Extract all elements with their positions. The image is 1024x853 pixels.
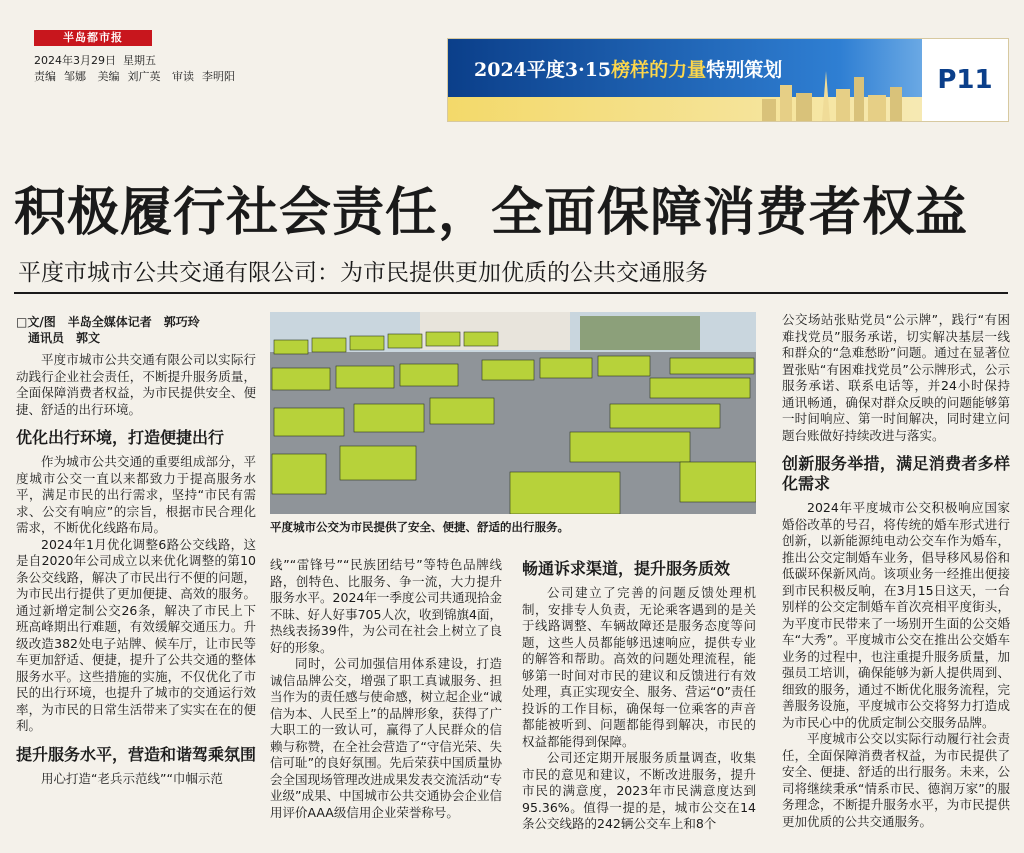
editor-credits: [34, 68, 243, 84]
body-paragraph: 同时，公司加强信用体系建设，打造诚信品牌公交，增强了职工真诚服务、担当作为的责任感与使命感，树立起企业“诚信为本、人民至上”的品牌形象，获得了广大职工的一致认可，赢得了人民群众的信赖与称赞，在全社会营造了“守信光荣、失信可耻”的良好氛围。先后荣获中国质量协会全国现场管理改进成果发表交流活动“专业级”成果、中国城市公共交通协会企业信用评价AAA级信用企业荣誉称号。: [270, 656, 502, 820]
byline-reporter: □文/图 半岛全媒体记者 郭巧玲: [16, 315, 200, 329]
designer-name: 刘广英: [127, 70, 161, 83]
body-paragraph: 公交场站张贴党员“公示牌”，践行“有困难找党员”服务承诺，切实解决基层一线和群众的“急难愁盼”问题。通过在显著位置张贴“有困难找党员”公示牌形式，公示服务承诺、联系电话等，并24小时保持通讯畅通，确保对群众反映的问题能够第一时间响应、第一时间解决，同时建立问题台账做好持续改进与落实。: [782, 312, 1010, 443]
body-paragraph: 平度城市公交以实际行动履行社会责任，全面保障消费者权益，为市民提供了安全、便捷、舒适的出行服务。未来，公司将继续秉承“情系市民、德润万家”的服务理念，不断提升服务水平，为市民提供更加优质的公共交通服务。: [782, 731, 1010, 829]
banner-title-prefix: 2024平度3·15: [474, 59, 612, 81]
special-feature-banner: [447, 38, 1009, 122]
date-text: 2024年3月29日: [34, 54, 116, 67]
reviewer-label: 审读: [172, 70, 194, 83]
weekday-text: 星期五: [123, 54, 156, 67]
main-headline: 积极履行社会责任，全面保障消费者权益: [14, 183, 969, 243]
body-paragraph: 公司建立了完善的问题反馈处理机制，安排专人负责，无论乘客遇到的是关于线路调整、车辆故障还是服务态度等问题，这些人员都能够迅速响应，提供专业的解答和帮助。高效的问题处理流程，能够第一时间对市民的建议和反馈进行有效处理，真正实现安全、服务、营运“0”责任投诉的工作目标，确保每一位乘客的声音都能被听到、问题都能得到解决，市民的权益都能得到保障。: [522, 585, 756, 749]
section-heading: 创新服务举措，满足消费者多样化需求: [782, 454, 1010, 493]
section-heading: 提升服务水平，营造和谐驾乘氛围: [16, 744, 257, 764]
byline-correspondent: 通讯员 郭文: [28, 331, 101, 345]
banner-title: [474, 55, 782, 82]
editor-label: 责编: [34, 70, 56, 83]
body-paragraph: 公司还定期开展服务质量调查，收集市民的意见和建议，不断改进服务，提升市民的满意度，2023年市民满意度达到95.36%。值得一提的是，城市公交在14条公交线路的242辆公交车上和8个: [522, 750, 756, 831]
body-paragraph: 2024年1月优化调整6路公交线路，这是自2020年公司成立以来优化调整的第10条公交线路，解决了市民出行不便的问题，为市民出行提供了更加便捷、高效的服务。通过新增定制公交26条，解决了市民上下班高峰期出行难题，有效缓解交通压力。升级改造382处电子站牌、候车厅，让市民等车更加舒适、便捷，提升了公共交通的整体服务水平。这些措施的实施，不仅优化了市民的出行环境，也提升了城市的交通运行效率，为市民的日常生活带来了实实在在的便利。: [16, 536, 256, 733]
body-paragraph: 线”“雷锋号”“民族团结号”等特色品牌线路，创特色、比服务、争一流，大力提升服务水平。2024年一季度公司共通现拾金不昧、好人好事705人次，收到锦旗4面，热线表扬39件，为公司在社会上树立了良好的形象。: [270, 557, 502, 655]
banner-title-suffix: 特别策划: [706, 59, 783, 81]
banner-title-highlight: 榜样的力量: [611, 59, 707, 81]
article-column-1: [16, 314, 256, 787]
sub-headline: 平度市城市公共交通有限公司：为市民提供更加优质的公共交通服务: [18, 260, 708, 286]
intro-paragraph: 平度市城市公共交通有限公司以实际行动践行企业社会责任，不断提升服务质量，全面保障消费者权益，为市民提供安全、便捷、舒适的出行环境。: [16, 352, 256, 417]
editor-name: 邹娜: [64, 70, 86, 83]
article-column-2: [270, 557, 502, 821]
designer-label: 美编: [97, 70, 120, 83]
article-column-4: [782, 312, 1010, 830]
reviewer-name: 李明阳: [202, 70, 235, 83]
section-heading: 畅通诉求渠道，提升服务质效: [522, 559, 731, 578]
photo-caption: 平度城市公交为市民提供了安全、便捷、舒适的出行服务。: [270, 520, 569, 534]
city-skyline-icon: [762, 65, 912, 121]
bus-depot-illustration: [270, 312, 756, 514]
article-column-3: [522, 557, 756, 833]
body-paragraph: 作为城市公共交通的重要组成部分，平度城市公交一直以来都致力于提高服务水平，满足市民的出行需求，坚持“市民有需求、公交有响应”的宗旨，根据市民合理化需求，不断优化线路布局。: [16, 454, 256, 535]
section-heading: 优化出行环境，打造便捷出行: [16, 428, 225, 447]
body-paragraph: 用心打造“老兵示范线”“巾帼示范: [41, 770, 223, 786]
page-number: P11: [922, 39, 1008, 121]
body-paragraph: 2024年平度城市公交积极响应国家婚俗改革的号召，将传统的婚车形式进行创新，以新能源纯电动公交车作为婚车，推出公交定制婚车业务，倡导移风易俗和低碳环保新风尚。该项业务一经推出便接到市民积极反响，在3月15日这天，一台别样的公交定制婚车首次亮相平度街头，为平度市民带来了一场别开生面的公交婚车“大秀”。平度城市公交在推出公交婚车业务的过程中，也注重提升服务质量，加强员工培训，确保能够为新人提供周到、细致的服务，通过不断优化服务流程，完善服务设施，平度城市公交将努力打造成为市民心中的优质定制公交服务品牌。: [782, 500, 1010, 730]
newspaper-logo: 半岛都市报: [34, 30, 152, 46]
issue-date: [34, 52, 156, 68]
bus-depot-photo: [270, 312, 756, 514]
headline-divider: [14, 292, 1008, 294]
